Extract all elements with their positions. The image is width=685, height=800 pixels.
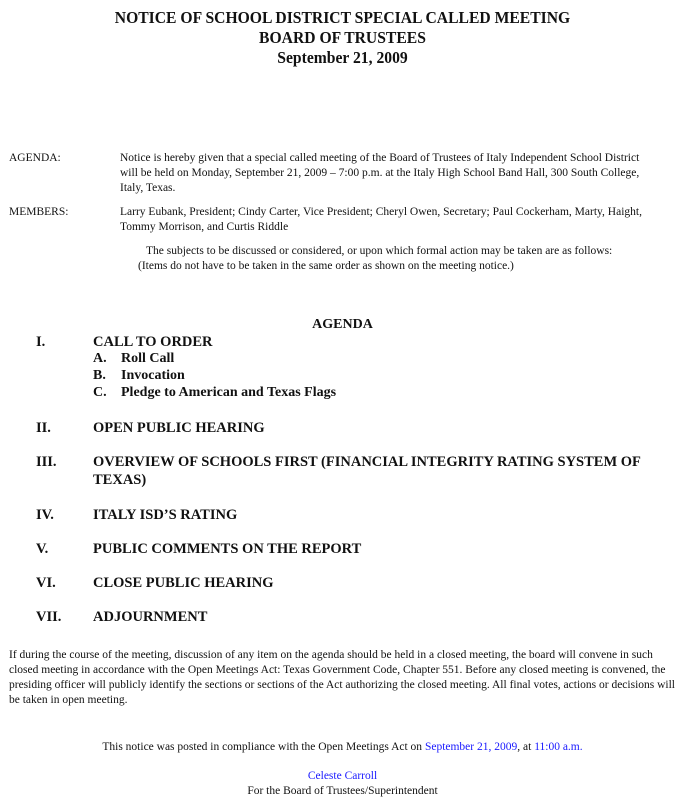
subitem-text: Pledge to American and Texas Flags: [121, 385, 337, 400]
agenda-subitem-c: [93, 384, 336, 402]
agenda-notice-text: Notice is hereby given that a special called meeting of the Board of Trustees of Italy Independent School District will be held on Monday, September 21, 2009 – 7:00 p.m. at the Italy High School Band Hall, 300 South College, Italy, Texas.: [120, 152, 640, 194]
agenda-item-number: III.: [36, 454, 57, 470]
agenda-item-number: I.: [36, 334, 46, 350]
agenda-item-title: ADJOURNMENT: [93, 609, 208, 625]
agenda-item-1: [36, 333, 653, 351]
posting-middle: , at: [517, 741, 535, 753]
members-text: Larry Eubank, President; Cindy Carter, Vice President; Cheryl Owen, Secretary; Paul Cockerham, Marty, Haight, Tommy Morrison, and Curtis Riddle: [120, 206, 642, 233]
agenda-item-6: [36, 574, 653, 592]
agenda-notice-row: [9, 151, 660, 196]
agenda-item-title: CLOSE PUBLIC HEARING: [93, 575, 274, 591]
subjects-note: [138, 244, 678, 274]
title-line-date: September 21, 2009: [277, 48, 408, 67]
members-label: MEMBERS:: [9, 206, 69, 218]
agenda-subitem-b: [93, 367, 185, 385]
agenda-item-number: IV.: [36, 507, 54, 523]
agenda-heading: AGENDA: [312, 317, 373, 332]
posting-notice: [0, 740, 685, 755]
agenda-item-3: [36, 453, 653, 489]
subitem-text: Roll Call: [121, 351, 175, 366]
subitem-letter: C.: [93, 385, 107, 400]
document-title: [27, 8, 657, 68]
agenda-item-number: VII.: [36, 609, 62, 625]
title-line-board: BOARD OF TRUSTEES: [259, 28, 426, 47]
agenda-item-title: OVERVIEW OF SCHOOLS FIRST (FINANCIAL INTEGRITY RATING SYSTEM OF TEXAS): [93, 454, 641, 488]
title-line-notice: NOTICE OF SCHOOL DISTRICT SPECIAL CALLED MEETING: [114, 8, 571, 27]
agenda-item-title: OPEN PUBLIC HEARING: [93, 420, 265, 436]
agenda-item-number: V.: [36, 541, 49, 557]
subitem-letter: B.: [93, 368, 106, 383]
subitem-text: Invocation: [121, 368, 185, 383]
posting-time: 11:00 a.m.: [534, 741, 583, 753]
agenda-item-number: VI.: [36, 575, 56, 591]
subjects-line-2: (Items do not have to be taken in the same order as shown on the meeting notice.): [138, 260, 514, 272]
subjects-line-1: The subjects to be discussed or considered, or upon which formal action may be taken are as follows:: [146, 245, 613, 257]
agenda-item-7: [36, 608, 653, 626]
signer-name: Celeste Carroll: [307, 770, 378, 782]
agenda-subitem-a: [93, 350, 174, 368]
signer-role: For the Board of Trustees/Superintendent: [247, 785, 438, 797]
agenda-item-title: PUBLIC COMMENTS ON THE REPORT: [93, 541, 362, 557]
agenda-item-2: [36, 419, 653, 437]
posting-prefix: This notice was posted in compliance with the Open Meetings Act on: [102, 741, 425, 753]
agenda-item-number: II.: [36, 420, 51, 436]
agenda-item-5: [36, 540, 653, 558]
members-row: [9, 205, 660, 235]
posting-date: September 21, 2009: [424, 741, 518, 753]
agenda-item-title: CALL TO ORDER: [93, 334, 213, 350]
subitem-letter: A.: [93, 351, 107, 366]
agenda-item-title: ITALY ISD’S RATING: [93, 507, 238, 523]
agenda-notice-label: AGENDA:: [9, 152, 61, 164]
agenda-item-4: [36, 506, 653, 524]
closed-meeting-paragraph: If during the course of the meeting, discussion of any item on the agenda should be held in a closed meeting, the board will convene in such closed meeting in accordance with the Open Meetings Act: Texas Government Code, Chapter 551. Before any closed meeting is convened, the presiding officer will publicly identify the sections or sections of the Act authorizing the closed meeting. All final votes, actions or decisions will be taken in open meeting.: [9, 649, 676, 706]
